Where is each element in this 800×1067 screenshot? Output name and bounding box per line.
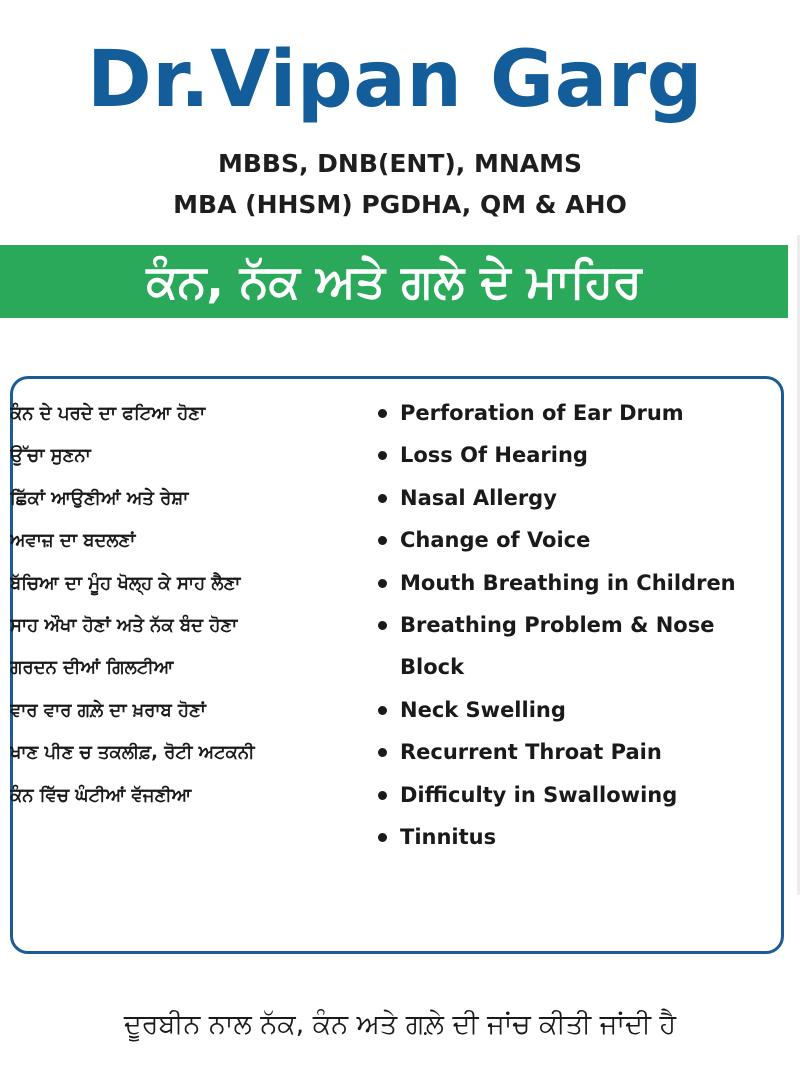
doctor-name: Dr.Vipan Garg	[86, 35, 704, 125]
english-service-label: Change of Voice	[400, 528, 591, 553]
bullet-icon	[378, 579, 387, 588]
punjabi-service-item: ਸਾਹ ਔਖਾ ਹੋਣਾਂ ਅਤੇ ਨੱਕ ਬੰਦ ਹੋਣਾ	[10, 614, 238, 636]
bullet-icon	[378, 409, 387, 418]
punjabi-service-item: ਬੱਚਿਆ ਦਾ ਮੂੰਹ ਖੋਲ੍ਹ ਕੇ ਸਾਹ ਲੈਣਾ	[10, 572, 241, 594]
english-service-item	[374, 689, 784, 731]
english-service-label: Breathing Problem & Nose Block	[400, 613, 715, 680]
english-service-item	[374, 816, 784, 858]
english-service-item	[374, 562, 784, 604]
bullet-icon	[378, 494, 387, 503]
english-service-item	[374, 731, 784, 773]
english-service-item	[374, 392, 784, 434]
english-service-label: Recurrent Throat Pain	[400, 740, 662, 765]
bullet-icon	[378, 706, 387, 715]
english-service-label: Neck Swelling	[400, 697, 566, 722]
english-service-item	[374, 774, 784, 816]
specialty-banner-text: ਕੰਨ, ਨੱਕ ਅਤੇ ਗਲੇ ਦੇ ਮਾਹਿਰ	[146, 254, 642, 308]
punjabi-service-item: ਵਾਰ ਵਾਰ ਗਲ਼ੇ ਦਾ ਖ਼ਰਾਬ ਹੋਣਾਂ	[10, 699, 206, 721]
degrees-line-2: MBA (HHSM) PGDHA, QM & AHO	[173, 190, 627, 219]
bullet-icon	[378, 791, 387, 800]
bullet-icon	[378, 451, 387, 460]
english-service-item	[374, 519, 784, 561]
footer-note: ਦੂਰਬੀਨ ਨਾਲ ਨੱਕ, ਕੰਨ ਅਤੇ ਗਲ਼ੇ ਦੀ ਜਾਂਚ ਕੀਤੀ ਜਾਂਦੀ ਹੈ	[123, 1009, 677, 1040]
bullet-icon	[378, 621, 387, 630]
punjabi-service-item: ਖਾਣ ਪੀਣ ਚ ਤਕਲੀਫ਼, ਰੋਟੀ ਅਟਕਨੀ	[10, 742, 255, 764]
english-services-list	[374, 392, 784, 858]
punjabi-service-item: ਗਰਦਨ ਦੀਆਂ ਗਿਲਟੀਆ	[10, 657, 174, 679]
english-service-item	[374, 477, 784, 519]
english-service-item	[374, 434, 784, 476]
degrees-line-1: MBBS, DNB(ENT), MNAMS	[217, 149, 583, 178]
specialty-banner	[0, 245, 788, 318]
punjabi-services-list	[10, 393, 370, 817]
punjabi-service-item: ਉੱਚਾ ਸੁਣਨਾ	[10, 445, 91, 467]
english-service-label: Nasal Allergy	[400, 485, 557, 510]
english-service-label: Difficulty in Swallowing	[400, 782, 678, 807]
bullet-icon	[378, 748, 387, 757]
punjabi-service-item: ਅਵਾਜ਼ ਦਾ ਬਦਲਣਾਂ	[10, 530, 136, 552]
punjabi-service-item: ਕੰਨ ਦੇ ਪਰਦੇ ਦਾ ਫਟਿਆ ਹੋਣਾ	[10, 403, 206, 424]
punjabi-service-item: ਕੰਨ ਵਿੱਚ ਘੰਟੀਆਂ ਵੱਜਣੀਆ	[10, 784, 192, 806]
english-service-label: Perforation of Ear Drum	[400, 401, 684, 425]
english-service-label: Mouth Breathing in Children	[400, 570, 736, 595]
english-service-item	[374, 604, 784, 689]
bullet-icon	[378, 536, 387, 545]
english-service-label: Tinnitus	[400, 825, 497, 850]
punjabi-service-item: ਛਿੱਕਾਂ ਆਉਣੀਆਂ ਅਤੇ ਰੇਸ਼ਾ	[10, 487, 189, 509]
bullet-icon	[378, 833, 387, 842]
english-service-label: Loss Of Hearing	[400, 443, 588, 468]
